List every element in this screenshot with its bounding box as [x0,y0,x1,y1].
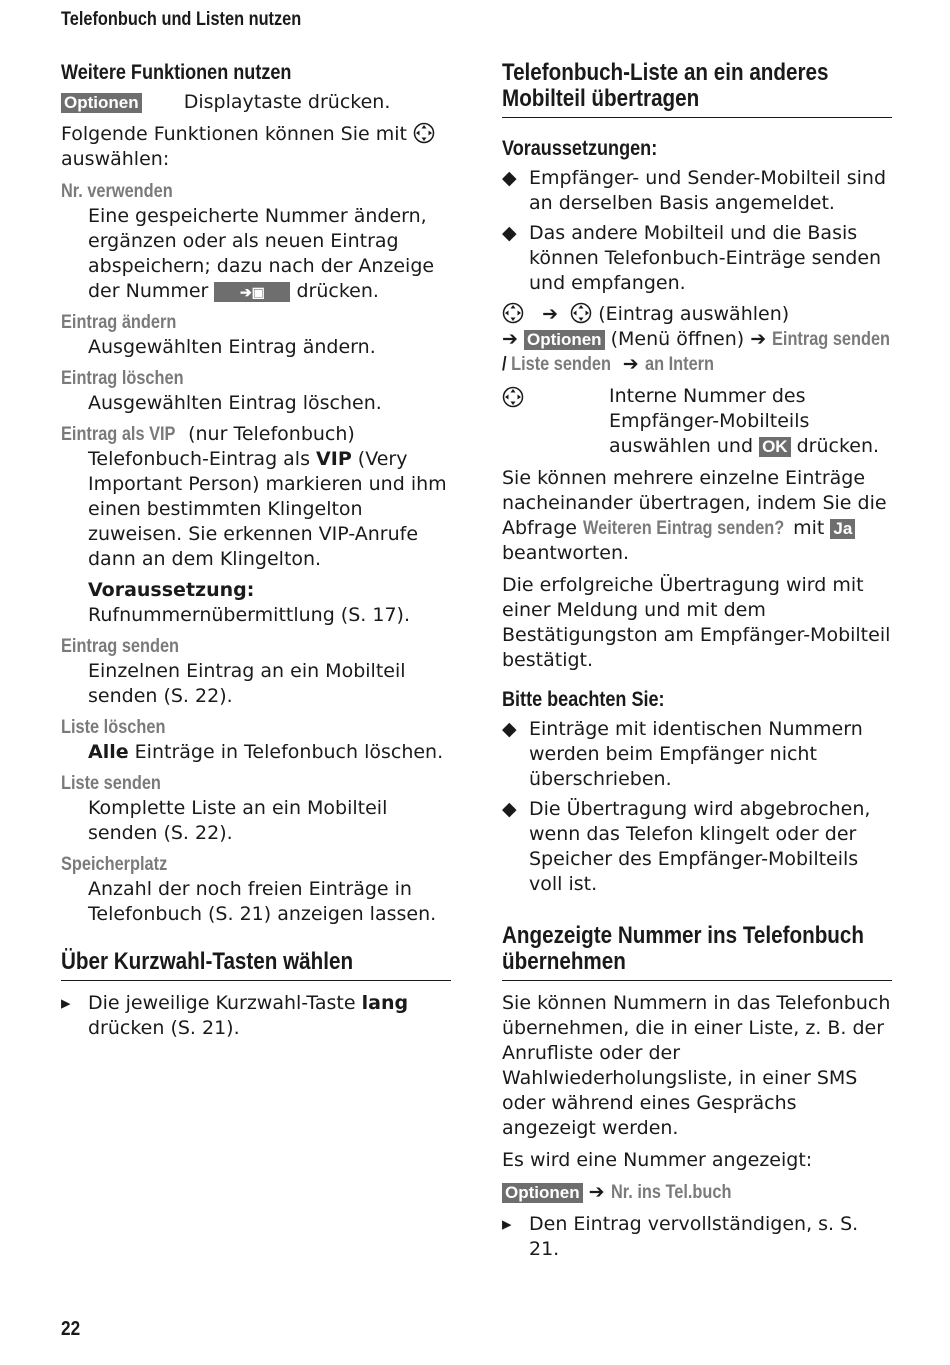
desc-eintrag-als-vip [88,447,451,572]
kurzwahl-step-bold: lang [361,992,409,1014]
section-heading-liste-uebertragen-2: Mobilteil übertragen [502,85,700,112]
desc-eintrag-aendern: Ausgewählten Eintrag ändern. [88,336,376,358]
desc-liste-loeschen [88,740,451,765]
menu-an-intern: an Intern [644,354,714,375]
nav-desc-end: drücken. [796,435,880,457]
term-eintrag-senden: Eintrag senden [61,636,180,657]
desc-liste-loeschen-bold: Alle [88,741,129,763]
left-column [61,60,451,1046]
prereq-heading: Voraussetzungen: [502,137,658,160]
term-eintrag-als-vip: Eintrag als VIP [61,424,176,445]
softkey-line [61,90,451,115]
optionen-softkey: Optionen [524,330,605,350]
query-weiteren-eintrag: Weiteren Eintrag senden? [583,518,785,539]
arrow-icon: ➔ [542,303,559,325]
operation-sequence [502,302,892,377]
nav-desc: Interne Nummer des Empfänger-Mobilteils auswählen und [609,385,810,457]
control-key-icon [570,302,592,324]
vip-requirement-label: Voraussetzung: [88,579,255,601]
desc-eintrag-senden: Einzelnen Eintrag an ein Mobilteil senden (S. 22). [88,660,406,707]
control-key-icon [502,386,524,408]
nummer-step-text: Den Eintrag vervollständigen, s. S. 21. [529,1213,859,1260]
diamond-bullet-icon: ◆ [502,222,517,244]
vip-requirement [88,578,451,628]
multi-entries-text [502,466,892,566]
desc-vip-b: (Very Important Person) markieren und ihm einen bestimmten Klingelton zuweisen. Sie erkennen VIP-Anrufe dann an dem Klingelton. [88,448,447,570]
nummer-step [502,1212,892,1262]
section-heading-nummer-1: Angezeigte Nummer ins Telefonbuch [502,922,865,949]
seq-menu-text: (Menü öffnen) [610,328,745,350]
prereq-item [502,166,892,216]
diamond-bullet-icon: ◆ [502,718,517,740]
section-heading-liste-uebertragen-wrap [502,60,892,118]
section-heading-weitere-funktionen: Weitere Funktionen nutzen [61,61,292,84]
note-item [502,797,892,897]
desc-liste-loeschen-text: Einträge in Telefonbuch löschen. [134,741,444,763]
desc-liste-senden: Komplette Liste an ein Mobilteil senden (S. 22). [88,797,388,844]
term-eintrag-aendern: Eintrag ändern [61,312,177,333]
step-arrow-icon: ▸ [502,1213,512,1235]
control-key-icon [502,302,524,324]
section-heading-nummer-wrap [502,923,892,981]
desc-vip-a: Telefonbuch-Eintrag als [88,448,310,470]
term-speicherplatz: Speicherplatz [61,854,168,875]
control-key-icon [413,122,435,144]
desc-speicherplatz: Anzahl der noch freien Einträge in Telefonbuch (S. 21) anzeigen lassen. [88,878,437,925]
section-heading-kurzwahl: Über Kurzwahl-Tasten wählen [61,948,354,975]
arrow-icon: ➔ [750,328,767,350]
optionen-softkey: Optionen [61,93,142,113]
desc-eintrag-loeschen: Ausgewählten Eintrag löschen. [88,392,382,414]
menu-liste-senden [502,352,611,377]
note-item [502,717,892,792]
arrow-icon: ➔ [502,328,518,350]
intro-text-a: Folgende Funktionen können Sie mit [61,123,407,145]
diamond-bullet-icon: ◆ [502,798,517,820]
nummer-shown: Es wird eine Nummer angezeigt: [502,1149,813,1171]
term-eintrag-loeschen: Eintrag löschen [61,368,184,389]
prereq-text: Empfänger- und Sender-Mobilteil sind an derselben Basis angemeldet. [529,167,887,214]
kurzwahl-step-b: drücken (S. 21). [88,1017,240,1039]
nummer-sequence [502,1180,892,1205]
desc-vip-bold: VIP [316,448,352,470]
desc-nr-verwenden-text: Eine gespeicherte Nummer ändern, ergänzen oder als neuen Eintrag abspeichern; dazu nach der Anzeige [88,205,435,277]
step-arrow-icon: ▸ [61,992,71,1014]
running-header: Telefonbuch und Listen nutzen [61,9,302,30]
softkey-instruction: Displaytaste drücken. [183,91,391,113]
menu-liste-senden-label: Liste senden [511,354,611,375]
arrow-icon: ➔ [622,353,639,375]
arrow-icon: ➔ [588,1181,605,1203]
note-text: Die Übertragung wird abgebrochen, wenn das Telefon klingelt oder der Speicher des Empfänger-Mobilteils voll ist. [529,798,871,895]
phonebook-softkey-icon: ➔▣ [214,282,290,302]
term-vip-note: (nur Telefonbuch) [188,423,355,445]
prereq-text: Das andere Mobilteil und die Basis können Telefonbuch-Einträge senden und empfangen. [529,222,882,294]
prereq-item [502,221,892,296]
term-nr-verwenden: Nr. verwenden [61,181,173,202]
section-heading-kurzwahl-wrap [61,949,451,981]
multi-mit: mit [793,517,825,539]
vip-requirement-text: Rufnummernübermittlung (S. 17). [88,604,410,626]
section-heading-nummer-2: übernehmen [502,948,626,975]
ja-softkey: Ja [830,519,855,539]
page-number: 22 [61,1318,81,1340]
desc-nr-verwenden [88,204,451,304]
term-line-vip [61,422,451,447]
nummer-body: Sie können Nummern in das Telefonbuch übernehmen, die in einer Liste, z. B. der Anrufliste oder der Wahlwiederholungsliste, in einer SMS oder während eines Gesprächs angezeigt werden. [502,992,891,1139]
menu-nr-ins-telbuch: Nr. ins Tel.buch [610,1182,732,1203]
term-liste-loeschen: Liste löschen [61,717,166,738]
multi-a: Sie können mehrere einzelne Einträge nacheinander übertragen, indem Sie die Abfrage [502,467,887,539]
right-column [502,60,892,1267]
success-text: Die erfolgreiche Übertragung wird mit einer Meldung und mit dem Bestätigungston am Empfänger-Mobilteil bestätigt. [502,574,891,671]
desc-nr-verwenden-end: drücken. [296,280,379,302]
intro-text [61,122,451,172]
multi-b: beantworten. [502,542,630,564]
note-heading: Bitte beachten Sie: [502,688,665,711]
desc-nr-verwenden-tail: der Nummer [88,280,209,302]
diamond-bullet-icon: ◆ [502,167,517,189]
intro-text-b: auswählen: [61,148,170,170]
seq-slash: / [502,354,507,375]
kurzwahl-step [61,991,451,1041]
ok-softkey: OK [759,437,791,457]
seq-select-text: (Eintrag auswählen) [598,303,790,325]
note-text: Einträge mit identischen Nummern werden beim Empfänger nicht überschrieben. [529,718,863,790]
nav-instruction [502,384,892,459]
section-heading-liste-uebertragen-1: Telefonbuch-Liste an ein anderes [502,59,829,86]
menu-eintrag-senden: Eintrag senden [772,329,891,350]
kurzwahl-step-a: Die jeweilige Kurzwahl-Taste [88,992,356,1014]
term-liste-senden: Liste senden [61,773,161,794]
optionen-softkey: Optionen [502,1183,583,1203]
